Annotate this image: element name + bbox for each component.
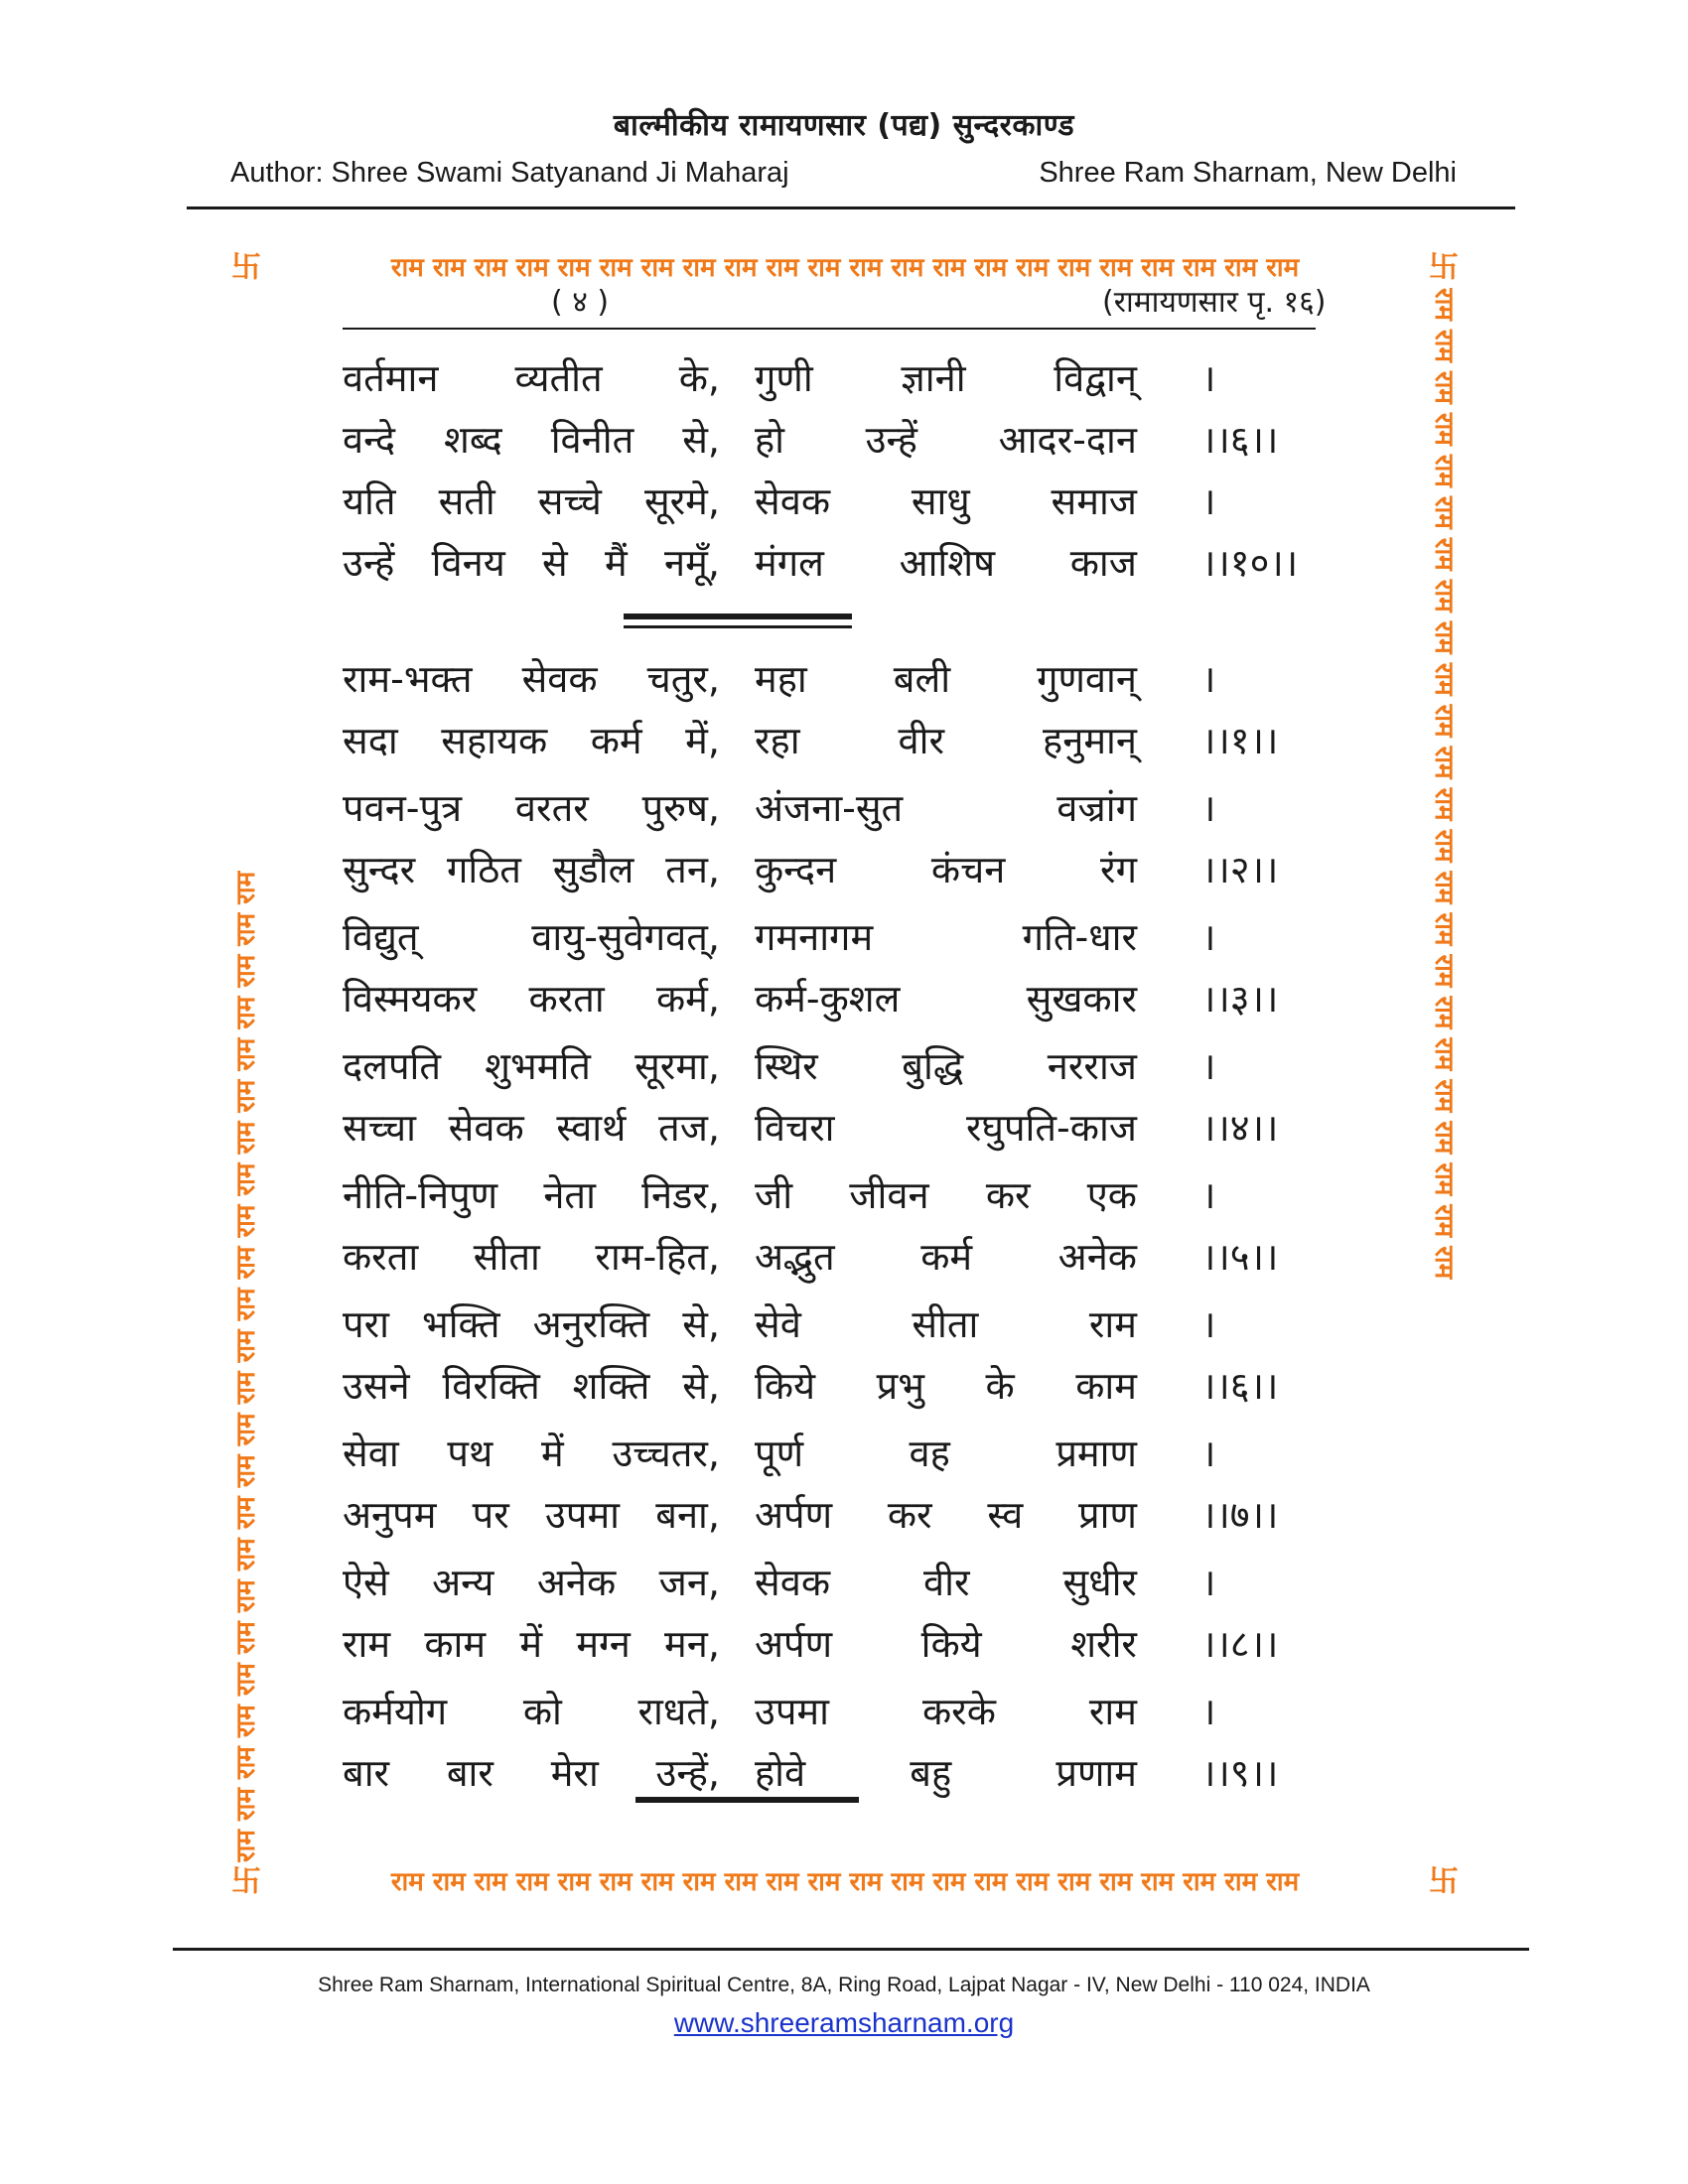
- verse-second-half: [755, 411, 1137, 469]
- verse-second-half: [755, 908, 1137, 966]
- verse-word: महा: [755, 657, 807, 701]
- verse-first-half: [343, 1357, 720, 1415]
- organization-line: Shree Ram Sharnam, New Delhi: [1039, 157, 1457, 189]
- verse-word: सेवक: [755, 1561, 831, 1604]
- verse-first-half: [343, 712, 720, 769]
- verse-word: गुणवान्: [1037, 657, 1137, 701]
- verse-word: तज,: [658, 1106, 720, 1150]
- page-reference: (रामायणसार पृ. १६): [1102, 285, 1327, 320]
- verse-word: सदा: [343, 719, 398, 762]
- verse-word: नीति-निपुण: [343, 1173, 498, 1217]
- verse-word: अन्य: [432, 1561, 494, 1604]
- verse-word: ज्ञानी: [901, 356, 966, 400]
- verse-word: विद्युत्: [343, 915, 419, 959]
- verse-word: सेवक: [448, 1106, 524, 1150]
- verse-word: काम: [1075, 1364, 1137, 1408]
- verse-second-half: [755, 1296, 1137, 1353]
- page-title: बाल्मीकीय रामायणसार (पद्य) सुन्दरकाण्ड: [613, 108, 1075, 143]
- verse-word: सीता: [912, 1302, 979, 1346]
- verse-word: विनीत: [550, 418, 634, 462]
- verse-line: [343, 1425, 1345, 1482]
- verse-word: अर्पण: [755, 1622, 833, 1666]
- verse-word: अनेक: [1057, 1235, 1137, 1279]
- verse-word: प्रमाण: [1055, 1432, 1137, 1475]
- verse-second-half: [755, 1554, 1137, 1611]
- verse-word: रंग: [1100, 848, 1137, 891]
- verse-first-half: [343, 534, 720, 592]
- verse-word: तन,: [665, 848, 720, 891]
- verse-word: मन,: [664, 1622, 720, 1666]
- verse-second-half: [755, 473, 1137, 530]
- verse-second-half: [755, 1357, 1137, 1415]
- verse-second-half: [755, 970, 1137, 1027]
- verse-word: शुभमति: [485, 1044, 591, 1088]
- swastika-icon: 卐: [231, 250, 261, 285]
- verse-word: आशिष: [899, 541, 996, 585]
- section-separator: [624, 614, 852, 619]
- verse-word: पथ: [447, 1432, 493, 1475]
- verse-word: राधते,: [637, 1690, 720, 1733]
- verse-first-half: [343, 473, 720, 530]
- verse-word: उसने: [343, 1364, 410, 1408]
- verse-number: ।: [1201, 1044, 1216, 1088]
- verse-number: ।: [1201, 1561, 1216, 1604]
- verse-word: राम: [1088, 1302, 1137, 1346]
- verse-first-half: [343, 1099, 720, 1157]
- end-separator: [635, 1797, 859, 1803]
- verse-word: विनय: [431, 541, 505, 585]
- verse-line: [343, 1166, 1345, 1224]
- verse-word: नरराज: [1047, 1044, 1137, 1088]
- verse-word: वन्दे: [343, 418, 396, 462]
- verse-word: रहा: [755, 719, 800, 762]
- verse-line: [343, 534, 1345, 592]
- verse-second-half: [755, 1486, 1137, 1544]
- verse-word: प्रणाम: [1055, 1751, 1137, 1795]
- verse-line: [343, 411, 1345, 469]
- verse-word: कर: [985, 1173, 1031, 1217]
- verse-word: शब्द: [444, 418, 502, 462]
- verse-number: ।।४।।: [1201, 1106, 1279, 1150]
- verse-word: सच्चे: [537, 479, 602, 523]
- verse-word: रघुपति-काज: [965, 1106, 1137, 1150]
- verse-number: ।।६।।: [1201, 1364, 1279, 1408]
- verse-word: अनुपम: [343, 1493, 437, 1537]
- verse-word: मंगल: [755, 541, 824, 585]
- verse-number: ।।२।।: [1201, 848, 1279, 891]
- verse-word: करता: [343, 1235, 419, 1279]
- verse-line: [343, 908, 1345, 966]
- border-left: राम राम राम राम राम राम राम राम राम राम राम राम राम राम राम राम राम राम राम राम राम राम राम राम: [231, 871, 261, 1862]
- verse-number: ।।५।।: [1201, 1235, 1279, 1279]
- verse-word: शरीर: [1070, 1622, 1137, 1666]
- content-top-rule: [343, 328, 1316, 330]
- verse-second-half: [755, 712, 1137, 769]
- verse-first-half: [343, 779, 720, 837]
- verse-word: कर्म: [920, 1235, 973, 1279]
- verse-word: सूरमे,: [643, 479, 720, 523]
- verse-word: कर्मयोग: [343, 1690, 448, 1733]
- verse-word: गुणी: [755, 356, 813, 400]
- verse-word: सेवा: [343, 1432, 399, 1475]
- verse-word: अनेक: [536, 1561, 617, 1604]
- verse-word: वीर: [923, 1561, 970, 1604]
- verse-first-half: [343, 970, 720, 1027]
- verse-number: ।।७।।: [1201, 1493, 1279, 1537]
- verse-line: [343, 349, 1345, 407]
- verse-first-half: [343, 1615, 720, 1673]
- verse-word: सुखकार: [1026, 977, 1137, 1021]
- footer-address: Shree Ram Sharnam, International Spiritual Centre, 8A, Ring Road, Lajpat Nagar - IV, New Delhi - 110 024, INDIA: [318, 1974, 1370, 1996]
- verse-second-half: [755, 349, 1137, 407]
- border-right: राम राम राम राम राम राम राम राम राम राम राम राम राम राम राम राम राम राम राम राम राम राम राम राम: [1429, 288, 1459, 1280]
- verse-first-half: [343, 650, 720, 708]
- verse-number: ।।६।।: [1201, 418, 1279, 462]
- verse-word: काज: [1069, 541, 1137, 585]
- verse-first-half: [343, 1037, 720, 1095]
- verse-word: वज्रांग: [1056, 786, 1137, 830]
- verse-word: विद्वान्: [1054, 356, 1137, 400]
- verse-word: करता: [528, 977, 605, 1021]
- verse-line: [343, 841, 1345, 898]
- swastika-icon: 卐: [231, 1864, 261, 1899]
- verse-word: उन्हें: [865, 418, 917, 462]
- verse-word: राम: [343, 1622, 391, 1666]
- border-top: राम राम राम राम राम राम राम राम राम राम राम राम राम राम राम राम राम राम राम राम राम राम: [390, 253, 1300, 283]
- footer-link-row: [0, 2007, 1688, 2039]
- verse-word: स्वार्थ: [556, 1106, 627, 1150]
- verse-word: बली: [893, 657, 951, 701]
- verse-word: उपमा: [755, 1690, 829, 1733]
- verse-word: मेरा: [550, 1751, 599, 1795]
- verse-word: कर: [887, 1493, 932, 1537]
- verse-second-half: [755, 1425, 1137, 1482]
- section-separator: [624, 625, 852, 628]
- verse-word: बहु: [910, 1751, 952, 1795]
- verse-word: अर्पण: [755, 1493, 833, 1537]
- verse-second-half: [755, 779, 1137, 837]
- verse-word: नमूँ,: [664, 541, 720, 585]
- verse-word: बना,: [655, 1493, 720, 1537]
- verse-number: ।।१।।: [1201, 719, 1279, 762]
- verse-word: में: [519, 1622, 543, 1666]
- verse-word: बार: [343, 1751, 390, 1795]
- verse-first-half: [343, 349, 720, 407]
- verse-word: राम-हित,: [595, 1235, 720, 1279]
- verse-number: ।: [1201, 1432, 1216, 1475]
- verse-word: निडर,: [641, 1173, 720, 1217]
- verse-number: ।।८।।: [1201, 1622, 1279, 1666]
- verse-number: ।: [1201, 479, 1216, 523]
- verse-word: सुडौल: [552, 848, 634, 891]
- verse-word: ऐसे: [343, 1561, 389, 1604]
- verse-number: ।।१०।।: [1201, 541, 1299, 585]
- verse-word: पूर्ण: [755, 1432, 804, 1475]
- verse-number: ।: [1201, 1302, 1216, 1346]
- verse-word: वायु-सुवेगवत्,: [531, 915, 720, 959]
- verse-word: अंजना-सुत: [755, 786, 904, 830]
- verse-word: परा: [343, 1302, 389, 1346]
- verse-line: [343, 1099, 1345, 1157]
- verse-word: प्रभु: [876, 1364, 924, 1408]
- verse-second-half: [755, 1166, 1137, 1224]
- verse-second-half: [755, 1037, 1137, 1095]
- verse-second-half: [755, 650, 1137, 708]
- verse-word: किये: [920, 1622, 982, 1666]
- verse-number: ।।९।।: [1201, 1751, 1279, 1795]
- verse-word: सीता: [473, 1235, 540, 1279]
- verse-word: के,: [678, 356, 720, 400]
- verse-word: शक्ति: [572, 1364, 650, 1408]
- verse-number: ।: [1201, 1173, 1216, 1217]
- footer-divider: [173, 1948, 1529, 1951]
- verse-word: गति-धार: [1022, 915, 1137, 959]
- verse-word: के: [985, 1364, 1015, 1408]
- verse-line: [343, 1486, 1345, 1544]
- verse-word: उन्हें: [343, 541, 395, 585]
- verse-word: सच्चा: [343, 1106, 416, 1150]
- verse-word: से: [542, 541, 568, 585]
- verse-word: पवन-पुत्र: [343, 786, 463, 830]
- verse-word: सेवक: [521, 657, 598, 701]
- verse-line: [343, 1296, 1345, 1353]
- author-line: Author: Shree Swami Satyanand Ji Maharaj: [230, 157, 789, 189]
- verse-word: कंचन: [930, 848, 1006, 891]
- verse-word: राम-भक्त: [343, 657, 473, 701]
- verse-word: वह: [909, 1432, 950, 1475]
- verse-word: विचरा: [755, 1106, 835, 1150]
- verse-line: [343, 1615, 1345, 1673]
- verse-line: [343, 1683, 1345, 1740]
- verse-word: कर्म: [590, 719, 642, 762]
- verse-word: विरक्ति: [442, 1364, 540, 1408]
- verse-word: समाज: [1051, 479, 1137, 523]
- verse-first-half: [343, 841, 720, 898]
- verse-first-half: [343, 411, 720, 469]
- verse-number: ।: [1201, 1690, 1216, 1733]
- verse-word: भक्ति: [422, 1302, 500, 1346]
- verse-word: व्यतीत: [514, 356, 603, 400]
- header-divider: [187, 206, 1515, 209]
- verse-word: उच्चतर,: [612, 1432, 720, 1475]
- verse-line: [343, 970, 1345, 1027]
- verse-second-half: [755, 1683, 1137, 1740]
- verse-line: [343, 1228, 1345, 1286]
- verse-word: सेवक: [755, 479, 831, 523]
- verse-word: से,: [682, 1364, 720, 1408]
- verse-word: काम: [424, 1622, 487, 1666]
- verse-word: वर्तमान: [343, 356, 439, 400]
- verse-first-half: [343, 1296, 720, 1353]
- verse-word: से,: [682, 1302, 720, 1346]
- verse-word: सती: [438, 479, 495, 523]
- verse-word: वीर: [898, 719, 945, 762]
- verse-word: सूरमा,: [634, 1044, 720, 1088]
- verse-word: बुद्धि: [902, 1044, 964, 1088]
- verse-word: सुधीर: [1062, 1561, 1137, 1604]
- verse-word: नेता: [543, 1173, 596, 1217]
- verse-word: करके: [921, 1690, 996, 1733]
- verse-word: प्राण: [1078, 1493, 1137, 1537]
- verse-word: राम: [1088, 1690, 1137, 1733]
- verse-word: में,: [685, 719, 720, 762]
- verse-word: अद्भुत: [755, 1235, 835, 1279]
- verse-word: आदर-दान: [998, 418, 1137, 462]
- verse-word: किये: [755, 1364, 816, 1408]
- verse-number: ।: [1201, 915, 1216, 959]
- verse-word: उन्हें,: [655, 1751, 720, 1795]
- verse-line: [343, 1554, 1345, 1611]
- swastika-icon: 卐: [1429, 250, 1459, 285]
- website-link[interactable]: www.shreeramsharnam.org: [673, 2007, 1015, 2038]
- verse-word: गमनागम: [755, 915, 874, 959]
- verse-word: को: [522, 1690, 562, 1733]
- verse-first-half: [343, 908, 720, 966]
- verse-word: पर: [472, 1493, 509, 1537]
- verse-first-half: [343, 1683, 720, 1740]
- verse-word: एक: [1086, 1173, 1137, 1217]
- verse-word: होवे: [755, 1751, 806, 1795]
- verse-word: मैं: [605, 541, 628, 585]
- verse-line: [343, 1357, 1345, 1415]
- verse-word: वरतर: [514, 786, 589, 830]
- verse-word: स्थिर: [755, 1044, 818, 1088]
- verse-first-half: [343, 1486, 720, 1544]
- verse-first-half: [343, 1744, 720, 1802]
- verse-second-half: [755, 1615, 1137, 1673]
- verse-word: यति: [343, 479, 396, 523]
- verse-word: हनुमान्: [1043, 719, 1137, 762]
- verse-word: जन,: [658, 1561, 720, 1604]
- verse-word: कुन्दन: [755, 848, 837, 891]
- verse-second-half: [755, 841, 1137, 898]
- verse-word: से,: [682, 418, 720, 462]
- verse-line: [343, 650, 1345, 708]
- verse-first-half: [343, 1425, 720, 1482]
- verse-line: [343, 779, 1345, 837]
- verse-first-half: [343, 1166, 720, 1224]
- verse-word: दलपति: [343, 1044, 442, 1088]
- verse-number: ।।३।।: [1201, 977, 1279, 1021]
- verse-word: जीवन: [849, 1173, 929, 1217]
- verse-word: चतुर,: [646, 657, 720, 701]
- verse-word: हो: [755, 418, 785, 462]
- verse-word: साधु: [911, 479, 970, 523]
- verse-word: कर्म,: [655, 977, 720, 1021]
- verse-word: अनुरक्ति: [532, 1302, 650, 1346]
- verse-word: विस्मयकर: [343, 977, 478, 1021]
- verse-second-half: [755, 1228, 1137, 1286]
- page-number: ( ४ ): [551, 285, 610, 320]
- swastika-icon: 卐: [1429, 1864, 1459, 1899]
- verse-first-half: [343, 1228, 720, 1286]
- verse-second-half: [755, 1744, 1137, 1802]
- verse-line: [343, 473, 1345, 530]
- verse-number: ।: [1201, 657, 1216, 701]
- verse-word: जी: [755, 1173, 793, 1217]
- verse-number: ।: [1201, 786, 1216, 830]
- verse-second-half: [755, 1099, 1137, 1157]
- verse-word: कर्म-कुशल: [755, 977, 901, 1021]
- border-bottom: राम राम राम राम राम राम राम राम राम राम राम राम राम राम राम राम राम राम राम राम राम राम: [390, 1867, 1300, 1897]
- verse-word: स्व: [987, 1493, 1024, 1537]
- verse-word: सहायक: [441, 719, 548, 762]
- verse-word: गठित: [446, 848, 521, 891]
- verse-word: सुन्दर: [343, 848, 416, 891]
- verse-word: पुरुष,: [641, 786, 720, 830]
- verse-line: [343, 712, 1345, 769]
- verse-word: सेवे: [755, 1302, 801, 1346]
- verse-line: [343, 1744, 1345, 1802]
- verse-word: में: [540, 1432, 564, 1475]
- verse-word: उपमा: [545, 1493, 621, 1537]
- verse-line: [343, 1037, 1345, 1095]
- verse-first-half: [343, 1554, 720, 1611]
- verse-word: मग्न: [576, 1622, 631, 1666]
- verse-word: बार: [446, 1751, 493, 1795]
- verse-second-half: [755, 534, 1137, 592]
- verse-number: ।: [1201, 356, 1216, 400]
